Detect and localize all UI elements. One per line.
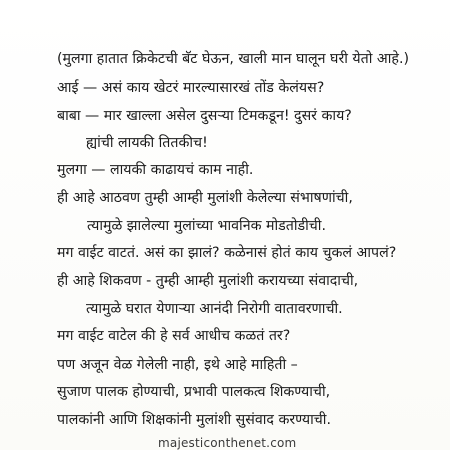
text-line: मग वाईट वाटतं. असं का झालं? कळेनासं होतं काय चुकलं आपलं?: [57, 245, 397, 261]
text-line: ही आहे आठवण तुम्ही आम्ही मुलांशी केलेल्या संभाषणांची,: [57, 190, 353, 206]
text-line: पालकांनी आणि शिक्षकांनी मुलांशी सुसंवाद करण्याची.: [57, 412, 331, 428]
text-line: त्यामुळे झालेल्या मुलांच्या भावनिक मोडतोडीची.: [87, 218, 326, 234]
text-line: मग वाईट वाटेल की हे सर्व आधीच कळतं तर?: [57, 328, 291, 344]
dialogue-line-father-continued: ह्यांची लायकी तितकीच!: [86, 135, 208, 151]
dialogue-line-father: बाबा — मार खाल्ला असेल दुसऱ्या टिमकडून! दुसरं काय?: [57, 108, 352, 124]
text-line: पण अजून वेळ गेलेली नाही, इथे आहे माहिती –: [57, 357, 298, 373]
website-watermark: majesticonthenet.com: [158, 436, 297, 450]
text-line: त्यामुळे घरात येणाऱ्या आनंदी निरोगी वातावरणाची.: [86, 301, 343, 317]
text-line: ही आहे शिकवण - तुम्ही आम्ही मुलांशी करायच्या संवादाची,: [57, 273, 359, 289]
text-line: सुजाण पालक होण्याची, प्रभावी पालकत्व शिकण्याची,: [57, 384, 331, 400]
dialogue-line-son: मुलगा — लायकी काढायचं काम नाही.: [57, 162, 254, 178]
stage-direction-line: (मुलगा हातात क्रिकेटची बॅट घेऊन, खाली मान घालून घरी येतो आहे.): [57, 51, 410, 67]
dialogue-line-mother: आई — असं काय खेटरं मारल्यासारखं तोंड केलंयस?: [57, 80, 325, 96]
